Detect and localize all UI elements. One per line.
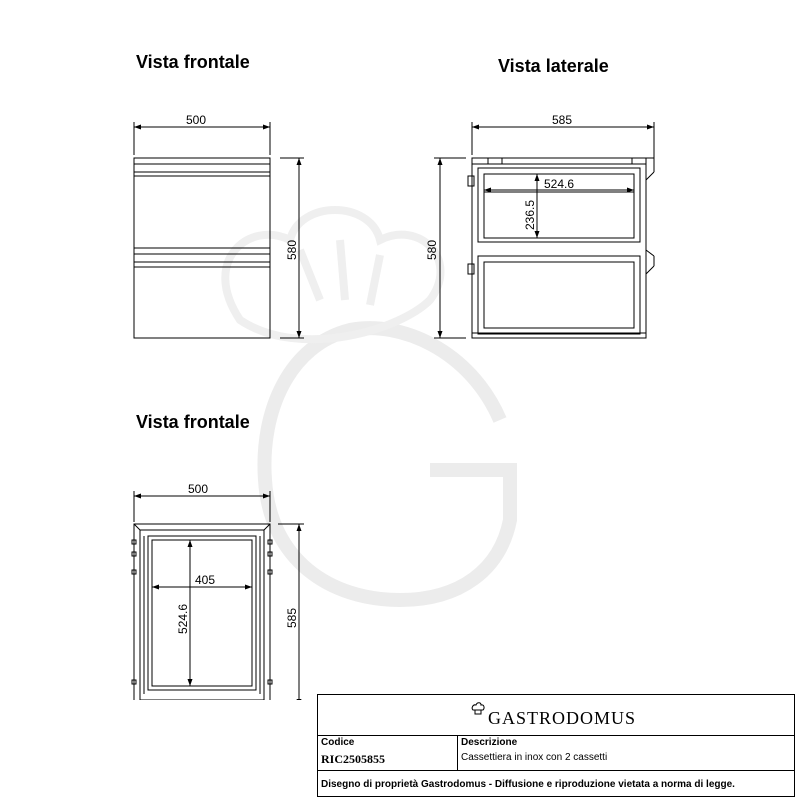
chef-hat-icon: [470, 701, 486, 717]
front-view-bottom: [132, 482, 304, 700]
front-top-height-label: 580: [285, 239, 299, 260]
title-block: [317, 694, 795, 797]
front-bottom-inner-depth-label: 524.6: [176, 603, 190, 634]
description-cell: [458, 735, 794, 770]
product-description: Cassettiera in inox con 2 cassetti: [461, 752, 608, 763]
side-view: [425, 113, 654, 338]
front-view-top-title: Vista frontale: [136, 52, 250, 72]
front-bottom-width-label: 500: [188, 482, 209, 496]
side-depth-label: 585: [552, 113, 573, 127]
brand-logo: [318, 695, 794, 736]
front-bottom-inner-width-label: 405: [195, 573, 216, 587]
front-view-top: [134, 113, 304, 338]
side-view-title: Vista laterale: [498, 56, 609, 76]
front-top-width-label: 500: [186, 113, 207, 127]
side-height-label: 580: [425, 239, 439, 260]
description-label: Descrizione: [461, 737, 518, 748]
code-cell: [318, 735, 458, 770]
brand-name: GASTRODOMUS: [488, 708, 637, 728]
code-description-row: [318, 735, 794, 771]
front-bottom-height-label: 585: [285, 607, 299, 628]
side-inner-depth-label: 524.6: [544, 177, 575, 191]
code-label: Codice: [321, 737, 355, 748]
product-code: RIC2505855: [321, 752, 386, 766]
side-inner-height-label: 236.5: [523, 199, 537, 230]
front-view-bottom-title: Vista frontale: [136, 412, 250, 432]
copyright-notice: Disegno di proprietà Gastrodomus - Diffusione e riproduzione vietata a norma di legge.: [321, 779, 735, 790]
